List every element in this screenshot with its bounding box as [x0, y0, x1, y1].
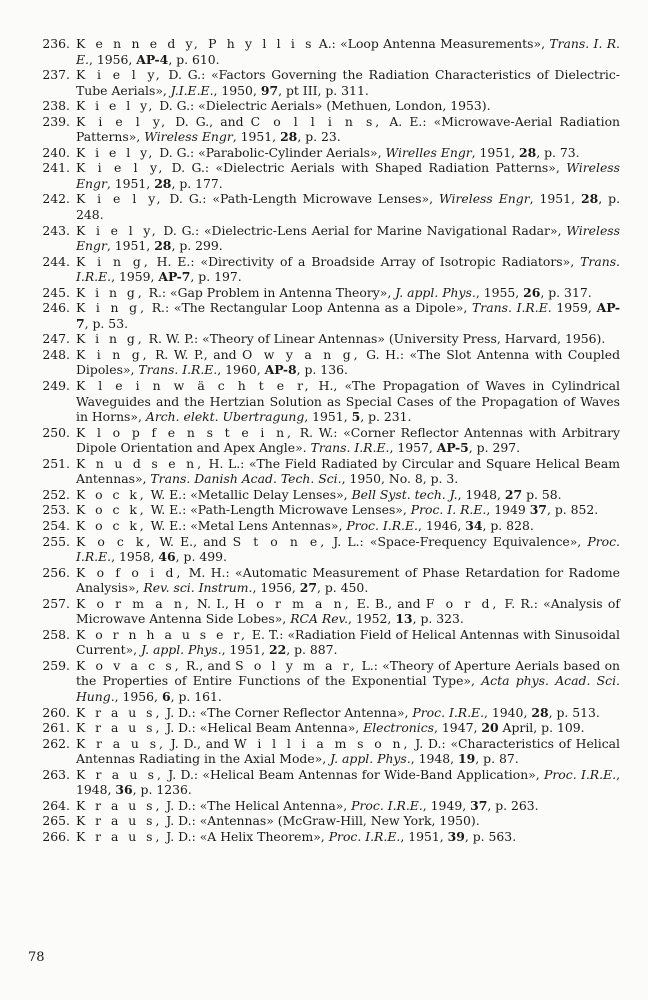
reference-entry: [22, 36, 620, 67]
reference-segment: , 1956,: [114, 688, 162, 704]
reference-segment: , 1956,: [88, 51, 137, 67]
reference-segment: , p. 136.: [296, 362, 348, 378]
volume-number: 39: [447, 828, 465, 844]
reference-segment: D. G.: «Dielectric-Lens Aerial for Marine Navigational Radar»,: [158, 222, 567, 238]
reference-number: 257.: [42, 595, 70, 611]
reference-number: 264.: [42, 797, 70, 813]
reference-entry: [22, 534, 620, 565]
reference-entry: [22, 658, 620, 705]
reference-segment: , 1951,: [400, 828, 448, 844]
reference-number: 254.: [42, 517, 70, 533]
volume-number: 28: [580, 191, 599, 207]
journal-title: Proc. I.R.E.: [412, 704, 485, 720]
volume-number: 28: [531, 704, 549, 720]
reference-segment: p. 58.: [522, 486, 562, 502]
reference-text: [76, 767, 620, 798]
journal-title: Proc. I.R.E.: [328, 828, 401, 844]
reference-text: [76, 425, 620, 456]
journal-title: Wireless Engr: [76, 160, 620, 191]
reference-text: [76, 456, 620, 487]
author-name: K i n g,: [76, 346, 150, 362]
author-name: F o r d,: [425, 595, 500, 611]
author-name: K l o p f e n s t e i n,: [76, 424, 294, 440]
journal-title: J. appl. Phys.: [330, 751, 411, 767]
volume-number: AP-5: [436, 440, 469, 456]
reference-number: 266.: [42, 828, 70, 844]
volume-number: 6: [161, 688, 171, 704]
reference-segment: , p. 197.: [190, 269, 242, 285]
reference-number: 252.: [42, 486, 70, 502]
reference-segment: E. B., and: [351, 595, 426, 611]
reference-segment: D. G.: «Dielectric Aerials with Shaped Radiation Patterns»,: [165, 160, 567, 176]
reference-segment: , 1949,: [422, 797, 471, 813]
reference-text: [76, 145, 620, 161]
reference-segment: , p. 87.: [475, 751, 519, 767]
author-name: O w y a n g,: [242, 346, 361, 362]
reference-segment: R., and: [181, 657, 236, 673]
reference-number: 250.: [42, 424, 70, 440]
reference-segment: D. G.: «Factors Governing the Radiation Characteristics of Dielectric-Tube Aerials»,: [76, 67, 620, 98]
reference-text: [76, 347, 620, 378]
reference-segment: , 1948,: [76, 766, 621, 798]
journal-title: J. appl. Phys.: [141, 642, 222, 658]
author-name: K o v a c s,: [76, 657, 182, 673]
reference-number: 244.: [42, 253, 70, 269]
volume-number: AP-8: [264, 362, 297, 378]
reference-text: [76, 36, 620, 67]
reference-segment: R. W.: «Corner Reflector Antennas with Arbitrary Dipole Orientation and Apex Angle».: [76, 424, 621, 456]
journal-title: Proc. I.R.E.: [76, 533, 620, 565]
reference-number: 239.: [42, 113, 70, 129]
journal-title: Proc. I. R.E.: [410, 502, 487, 518]
reference-segment: , 1952,: [348, 611, 396, 627]
author-name: K r a u s,: [76, 735, 166, 751]
author-name: K o c k,: [76, 486, 147, 502]
author-name: S o l y m a r,: [235, 657, 358, 673]
journal-title: Trans. I.R.E.: [310, 440, 390, 456]
volume-number: 28: [154, 238, 172, 254]
reference-entry: [22, 67, 620, 98]
reference-segment: , 1951,: [304, 409, 352, 425]
reference-segment: G. H.: «The Slot Antenna with Coupled Dipoles»,: [76, 346, 620, 378]
author-name: K r a u s,: [76, 813, 163, 829]
author-name: K i n g,: [76, 253, 151, 269]
reference-entry: [22, 98, 620, 114]
reference-text: [76, 658, 620, 705]
author-name: K r a u s,: [76, 797, 163, 813]
reference-entry: [22, 767, 620, 798]
reference-number: 245.: [42, 284, 70, 300]
reference-segment: , pt III, p. 311.: [278, 82, 369, 98]
reference-segment: J. D.: «A Helix Theorem»,: [162, 828, 329, 844]
volume-number: 37: [529, 502, 547, 518]
reference-segment: E. T.: «Radiation Field of Helical Antennas with Sinusoidal Current»,: [76, 626, 620, 658]
reference-segment: , 1959,: [111, 269, 159, 285]
reference-entry: [22, 829, 620, 845]
reference-entry: [22, 736, 620, 767]
journal-title: Proc. I.R.E.: [346, 517, 418, 533]
reference-segment: J. D.: «Helical Beam Antenna»,: [162, 720, 364, 736]
page-number: 78: [28, 950, 45, 965]
reference-entry: [22, 254, 620, 285]
reference-entry: [22, 487, 620, 503]
reference-text: [76, 300, 620, 331]
journal-title: Wireless Engr: [144, 129, 233, 145]
author-name: K i e l y,: [76, 222, 159, 238]
reference-segment: , p. 828.: [482, 517, 534, 533]
reference-entry: [22, 300, 620, 331]
reference-text: [76, 114, 620, 145]
reference-segment: D. G.: «Dielectric Aerials» (Methuen, London, 1953).: [155, 98, 491, 114]
volume-number: 28: [280, 129, 298, 145]
reference-number: 240.: [42, 144, 70, 160]
reference-number: 249.: [42, 378, 70, 394]
reference-segment: H. E.: «Directivity of a Broadside Array of Isotropic Radiators»,: [150, 253, 581, 269]
journal-title: Wirelles Engr: [385, 144, 472, 160]
volume-number: AP-4: [136, 51, 169, 67]
reference-number: 237.: [42, 67, 70, 83]
reference-number: 241.: [42, 160, 70, 176]
author-name: K i e l y,: [76, 67, 163, 83]
reference-segment: , p. 852.: [546, 502, 599, 518]
reference-number: 251.: [42, 455, 70, 471]
author-name: K i e l y,: [76, 160, 166, 176]
reference-entry: [22, 145, 620, 161]
volume-number: 34: [465, 517, 483, 533]
journal-title: Wireless Engr: [76, 222, 620, 254]
reference-number: 261.: [42, 720, 70, 736]
journal-title: Acta phys. Acad. Sci. Hung.: [76, 673, 620, 704]
reference-entry: [22, 596, 620, 627]
journal-title: Trans. I. R. E.: [76, 36, 620, 67]
reference-entry: [22, 565, 620, 596]
reference-segment: M. H.: «Automatic Measurement of Phase Retardation for Radome Analysis»,: [76, 564, 620, 596]
journal-title: Trans. I.R.E.: [138, 362, 218, 378]
journal-title: Electronics: [363, 720, 435, 736]
reference-segment: J. D., and: [165, 735, 234, 751]
reference-text: [76, 487, 620, 503]
journal-title: Trans. I.R.E.: [76, 253, 620, 285]
volume-number: 36: [115, 782, 133, 798]
reference-number: 260.: [42, 704, 70, 720]
reference-segment: , 1946,: [417, 517, 466, 533]
reference-segment: , 1951,: [232, 129, 281, 145]
volume-number: 46: [158, 549, 176, 565]
reference-number: 263.: [42, 766, 70, 782]
reference-segment: , 1948,: [457, 486, 505, 502]
reference-text: [76, 67, 620, 98]
reference-segment: D. G., and: [168, 113, 251, 129]
reference-segment: , p. 1236.: [132, 782, 192, 798]
reference-number: 248.: [42, 346, 70, 362]
author-name: K i n g,: [76, 284, 145, 300]
reference-entry: [22, 191, 620, 222]
reference-segment: F. R.: «Analysis of Microwave Antenna Side Lobes»,: [76, 595, 620, 627]
journal-title: Trans. I.R.E.: [472, 300, 552, 316]
reference-number: 242.: [42, 191, 70, 207]
reference-segment: R. W. P.: «Theory of Linear Antennas» (University Press, Harvard, 1956).: [144, 331, 606, 347]
reference-segment: R. W. P., and: [149, 346, 243, 362]
author-name: K i n g,: [76, 331, 145, 347]
reference-entry: [22, 502, 620, 518]
reference-segment: J. D.: «The Corner Reflector Antenna»,: [162, 704, 413, 720]
author-name: S t o n e,: [232, 533, 328, 549]
reference-entry: [22, 114, 620, 145]
reference-segment: , 1950,: [213, 82, 261, 98]
volume-number: 97: [260, 82, 279, 98]
reference-segment: , p. 610.: [168, 51, 220, 67]
reference-text: [76, 596, 620, 627]
reference-text: [76, 98, 620, 114]
reference-entry: [22, 425, 620, 456]
reference-text: [76, 705, 620, 721]
reference-segment: , p. 177.: [171, 175, 223, 191]
reference-text: [76, 627, 620, 658]
author-name: H o r m a n,: [234, 595, 352, 611]
reference-segment: H., «The Propagation of Waves in Cylindrical Waveguides and the Hertzian Solution as Special Cases of the Propagation of Waves in Horns»,: [76, 378, 620, 425]
reference-text: [76, 813, 620, 829]
reference-entry: [22, 285, 620, 301]
reference-segment: J. D.: «The Helical Antenna»,: [162, 797, 352, 813]
author-name: K i e l y,: [76, 191, 164, 207]
reference-segment: , p. 231.: [360, 409, 412, 425]
reference-segment: , p. 317.: [540, 284, 592, 300]
volume-number: 28: [154, 175, 172, 191]
reference-segment: , p. 23.: [297, 129, 341, 145]
journal-title: Rev. sci. Instrum.: [143, 580, 253, 596]
reference-text: [76, 534, 620, 565]
journal-title: Arch. elekt. Ubertragung: [145, 409, 305, 425]
reference-text: [76, 829, 620, 845]
reference-text: [76, 160, 620, 191]
author-name: K r a u s,: [76, 828, 163, 844]
author-name: K i e l y,: [76, 113, 169, 129]
volume-number: 19: [458, 751, 476, 767]
journal-title: Proc. I.R.E.: [544, 766, 617, 782]
reference-segment: J. D.: «Characteristics of Helical Antennas Radiating in the Axial Mode»,: [76, 735, 621, 767]
author-name: K r a u s,: [76, 704, 163, 720]
reference-number: 258.: [42, 626, 70, 642]
reference-segment: , 1957,: [389, 440, 437, 456]
reference-entry: [22, 813, 620, 829]
reference-segment: A.: «Loop Antenna Measurements»,: [314, 36, 550, 51]
author-name: K i e l y,: [76, 144, 156, 160]
reference-entry: [22, 627, 620, 658]
volume-number: 22: [268, 642, 287, 658]
reference-segment: , 1947,: [434, 720, 482, 736]
reference-number: 236.: [42, 36, 70, 51]
reference-number: 259.: [42, 657, 70, 673]
reference-number: 256.: [42, 564, 70, 580]
reference-segment: D. G.: «Parabolic-Cylinder Aerials»,: [155, 144, 386, 160]
journal-title: Bell Syst. tech. J.: [351, 486, 458, 502]
reference-text: [76, 254, 620, 285]
reference-segment: April, p. 109.: [498, 720, 585, 736]
journal-title: J.I.E.E.: [170, 82, 214, 98]
reference-segment: R.: «Gap Problem in Antenna Theory»,: [144, 284, 396, 300]
reference-segment: W. E.: «Metal Lens Antennas»,: [146, 517, 347, 533]
reference-segment: , p. 161.: [170, 688, 222, 704]
reference-text: [76, 223, 620, 254]
volume-number: 13: [395, 611, 413, 627]
volume-number: 20: [481, 720, 499, 736]
author-name: C o l l i n s,: [250, 113, 383, 129]
journal-title: J. appl. Phys.: [395, 284, 476, 300]
reference-text: [76, 798, 620, 814]
reference-segment: N. I.,: [191, 595, 235, 611]
journal-title: RCA Rev.: [290, 611, 349, 627]
reference-segment: , 1955,: [475, 284, 524, 300]
reference-entry: [22, 223, 620, 254]
author-name: K o r m a n,: [76, 595, 192, 611]
reference-segment: , p. 248.: [76, 191, 621, 223]
reference-segment: 1959,: [551, 300, 597, 316]
reference-text: [76, 191, 620, 222]
reference-segment: , 1950, No. 8, p. 3.: [341, 471, 459, 487]
reference-number: 265.: [42, 813, 70, 829]
reference-segment: , p. 887.: [286, 642, 338, 658]
reference-segment: A. E.: «Microwave-Aerial Radiation Patterns»,: [76, 113, 621, 145]
reference-entry: [22, 456, 620, 487]
author-name: K l e i n w ä c h t e r,: [76, 378, 312, 394]
reference-segment: L.: «Theory of Aperture Aerials based on the Properties of Entire Functions of the Exponential Type»,: [76, 657, 621, 689]
reference-entry: [22, 705, 620, 721]
reference-segment: , p. 297.: [468, 440, 521, 456]
reference-segment: , p. 450.: [316, 580, 369, 596]
reference-segment: W. E., and: [153, 533, 233, 549]
reference-text: [76, 565, 620, 596]
journal-title: Trans. Danish Acad. Tech. Sci.: [150, 471, 342, 487]
volume-number: 5: [351, 409, 361, 425]
volume-number: 37: [470, 797, 488, 813]
reference-segment: , p. 563.: [464, 828, 517, 844]
reference-entry: [22, 160, 620, 191]
author-name: K r a u s,: [76, 720, 163, 736]
reference-segment: , 1951,: [529, 191, 581, 207]
reference-segment: , 1951,: [106, 175, 155, 191]
reference-entry: [22, 720, 620, 736]
author-name: K i n g,: [76, 300, 148, 316]
author-name: K e n n e d y, P h y l l i s: [76, 36, 315, 51]
reference-segment: , 1948,: [410, 751, 459, 767]
author-name: K i e l y,: [76, 98, 156, 114]
reference-segment: , 1958,: [111, 549, 159, 565]
reference-entry: [22, 798, 620, 814]
reference-segment: , 1949: [486, 502, 530, 518]
reference-number: 243.: [42, 222, 70, 238]
reference-segment: , 1940,: [484, 704, 532, 720]
reference-text: [76, 720, 620, 736]
volume-number: 27: [504, 486, 523, 502]
reference-segment: W. E.: «Path-Length Microwave Lenses»,: [146, 502, 411, 518]
reference-segment: , p. 53.: [84, 315, 129, 331]
author-name: K o c k,: [76, 517, 147, 533]
reference-segment: , p. 513.: [548, 704, 600, 720]
reference-segment: , p. 323.: [412, 611, 464, 627]
author-name: K o r n h a u s e r,: [76, 626, 248, 642]
reference-segment: , p. 499.: [175, 549, 227, 565]
reference-segment: , p. 263.: [487, 797, 539, 813]
volume-number: 26: [523, 284, 541, 300]
reference-segment: , 1951,: [106, 238, 155, 254]
reference-segment: , p. 299.: [171, 238, 223, 254]
reference-text: [76, 378, 620, 425]
volume-number: 28: [518, 144, 537, 160]
journal-title: Wireless Engr: [439, 191, 530, 207]
reference-number: 238.: [42, 98, 70, 114]
reference-text: [76, 331, 620, 347]
volume-number: AP-7: [76, 300, 620, 331]
reference-text: [76, 736, 620, 767]
reference-segment: , 1956,: [252, 580, 300, 596]
reference-segment: R.: «The Rectangular Loop Antenna as a Dipole»,: [147, 300, 473, 316]
reference-entry: [22, 378, 620, 425]
reference-segment: J. D.: «Helical Beam Antennas for Wide-Band Application»,: [163, 766, 545, 782]
reference-segment: , 1951,: [221, 642, 269, 658]
reference-segment: W. E.: «Metallic Delay Lenses»,: [146, 486, 352, 502]
reference-segment: J. L.: «Space-Frequency Equivalence»,: [327, 533, 588, 549]
reference-list: [22, 36, 620, 844]
reference-segment: , 1951,: [471, 144, 519, 160]
reference-segment: , 1960,: [217, 362, 265, 378]
author-name: K o c k,: [76, 533, 154, 549]
reference-segment: D. G.: «Path-Length Microwave Lenses»,: [163, 191, 440, 207]
author-name: K o f o i d,: [76, 564, 184, 580]
reference-segment: H. L.: «The Field Radiated by Circular and Square Helical Beam Antennas»,: [76, 455, 620, 487]
author-name: K o c k,: [76, 502, 147, 518]
reference-text: [76, 518, 620, 534]
reference-number: 247.: [42, 331, 70, 347]
author-name: K r a u s,: [76, 766, 164, 782]
reference-number: 255.: [42, 533, 70, 549]
reference-entry: [22, 518, 620, 534]
reference-entry: [22, 331, 620, 347]
reference-segment: , p. 73.: [536, 144, 580, 160]
reference-entry: [22, 347, 620, 378]
reference-number: 253.: [42, 502, 70, 518]
reference-number: 262.: [42, 735, 70, 751]
reference-text: [76, 502, 620, 518]
reference-segment: J. D.: «Antennas» (McGraw-Hill, New York, 1950).: [162, 813, 480, 829]
author-name: K n u d s e n,: [76, 455, 205, 471]
volume-number: 27: [299, 580, 317, 596]
journal-title: Proc. I.R.E.: [351, 797, 423, 813]
volume-number: AP-7: [158, 269, 191, 285]
reference-number: 246.: [42, 300, 70, 316]
reference-text: [76, 285, 620, 301]
author-name: W i l l i a m s o n,: [233, 735, 411, 751]
